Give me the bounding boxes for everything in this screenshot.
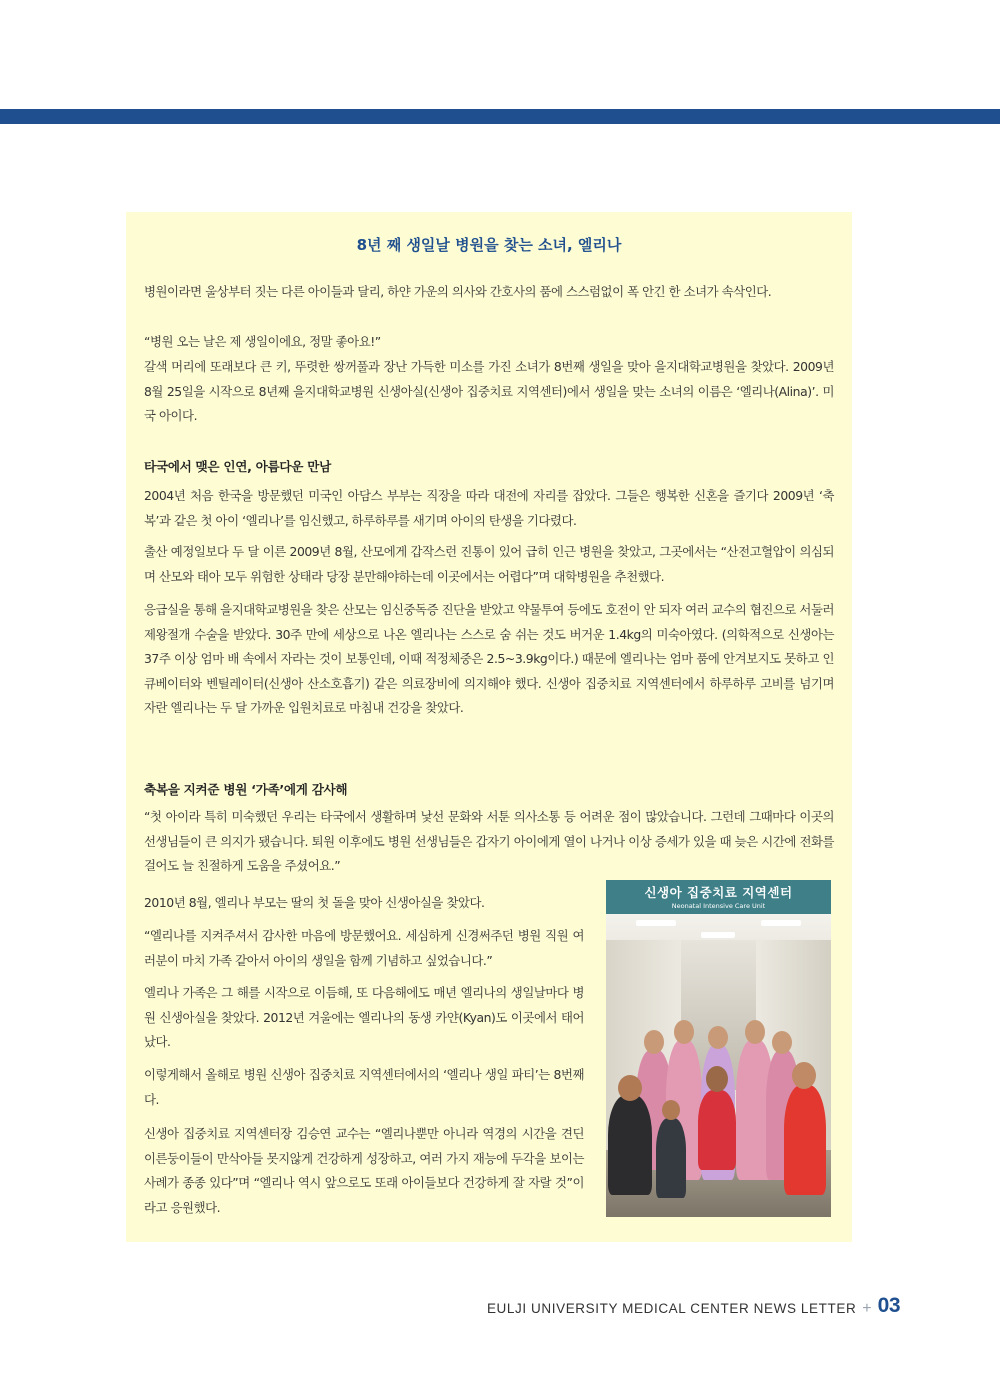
staff-head (674, 1020, 694, 1044)
header-band (0, 109, 1000, 124)
mother-head (792, 1062, 816, 1089)
section1-heading: 타국에서 맺은 인연, 아름다운 만남 (144, 459, 331, 474)
alina-head (706, 1066, 728, 1092)
nicu-sign (606, 880, 831, 914)
intro-paragraph-1: 병원이라면 울상부터 짓는 다른 아이들과 달리, 하얀 가운의 의사와 간호사의 품에 스스럼없이 폭 안긴 한 소녀가 속삭인다. (144, 284, 772, 299)
staff-head (745, 1020, 765, 1044)
article-title: 8년 째 생일날 병원을 찾는 소녀, 엘리나 (356, 236, 622, 254)
article-box (126, 212, 852, 1242)
ceiling-light (636, 920, 676, 926)
nicu-sign-english: Neonatal Intensive Care Unit (671, 902, 766, 910)
staff-head (772, 1031, 792, 1054)
section2-heading: 축복을 지켜준 병원 ‘가족’에게 감사해 (144, 782, 348, 797)
boy-figure (656, 1118, 686, 1198)
page-footer (487, 1293, 900, 1317)
newsletter-title: EULJI UNIVERSITY MEDICAL CENTER NEWS LETTER (486, 1301, 857, 1316)
mother-figure (784, 1085, 826, 1195)
staff-head (644, 1030, 664, 1054)
section2-paragraph-3: “엘리나를 지켜주셔서 감사한 마음에 방문했어요. 세심하게 신경써주던 병원 직원 여러분이 마치 가족 같아서 아이의 생일을 함께 기념하고 싶었습니다.” (144, 928, 584, 968)
section1-paragraph-1: 2004년 처음 한국을 방문했던 미국인 아담스 부부는 직장을 따라 대전에 자리를 잡았다. 그들은 행복한 신혼을 즐기다 2009년 ‘축복’과 같은 첫 아이 ‘엘리나’를 임신했고, 하루하루를 새기며 아이의 탄생을 기다렸다. (144, 488, 834, 528)
section1-paragraph-3: 응급실을 통해 을지대학교병원을 찾은 산모는 임신중독증 진단을 받았고 약물투여 등에도 호전이 안 되자 여러 교수의 협진으로 서둘러 제왕절개 수술을 받았다. 30주 만에 세상으로 나온 엘리나는 스스로 숨 쉬는 것도 버거운 1.4kg의 미숙아였다. (의학적으로 신생아는 37주 이상 엄마 배 속에서 자라는 것이 보통인데, 이때 적정체중은 2.5~3.9kg이다.) 때문에 엘리나는 엄마 품에 안겨보지도 못하고 인큐베이터와 벤틸레이터(신생아 산소호흡기) 같은 의료장비에 의지해야 했다. 신생아 집중치료 지역센터에서 하루하루 고비를 넘기며 자란 엘리나는 두 달 가까운 입원치료로 마침내 건강을 찾았다. (144, 602, 834, 716)
staff-head (708, 1026, 728, 1049)
intro-paragraph-2: 갈색 머리에 또래보다 큰 키, 뚜렷한 쌍꺼풀과 장난 가득한 미소를 가진 소녀가 8번째 생일을 맞아 을지대학교병원을 찾았다. 2009년 8월 25일을 시작으로 8년째 을지대학교병원 신생아실(신생아 집중치료 지역센터)에서 생일을 맞는 소녀의 이름은 ‘엘리나(Alina)’. 미국 아이다. (144, 359, 834, 424)
boy-head (662, 1100, 680, 1120)
nicu-sign-korean: 신생아 집중치료 지역센터 (644, 885, 793, 900)
intro-quote: “병원 오는 날은 제 생일이에요, 정말 좋아요!” (144, 334, 381, 349)
ceiling-light (701, 932, 735, 938)
section2-paragraph-1: “첫 아이라 특히 미숙했던 우리는 타국에서 생활하며 낯선 문화와 서툰 의사소통 등 어려운 점이 많았습니다. 그런데 그때마다 이곳의 선생님들이 큰 의지가 됐습니다. 퇴원 이후에도 병원 선생님들은 갑자기 아이에게 열이 나거나 이상 증세가 있을 때 늦은 시간에 전화를 걸어도 늘 친절하게 도움을 주셨어요.” (144, 809, 834, 874)
section2-paragraph-2: 2010년 8월, 엘리나 부모는 딸의 첫 돌을 맞아 신생아실을 찾았다. (144, 895, 485, 910)
ceiling-light (761, 920, 801, 926)
page-number: 03 (877, 1294, 900, 1317)
father-head (618, 1075, 642, 1101)
section2-paragraph-4: 엘리나 가족은 그 해를 시작으로 이듬해, 또 다음해에도 매년 엘리나의 생일날마다 병원 신생아실을 찾았다. 2012년 겨울에는 엘리나의 동생 카얀(Kyan)도 이곳에서 태어났다. (144, 985, 584, 1050)
section2-paragraph-6: 신생아 집중치료 지역센터장 김승연 교수는 “엘리나뿐만 아니라 역경의 시간을 견딘 이른둥이들이 만삭아들 못지않게 건강하게 성장하고, 여러 가지 재능에 두각을 보이는 사례가 종종 있다”며 “엘리나 역시 앞으로도 또래 아이들보다 건강하게 잘 자랄 것”이라고 응원했다. (144, 1126, 584, 1215)
section2-paragraph-5: 이렇게해서 올해로 병원 신생아 집중치료 지역센터에서의 ‘엘리나 생일 파티’는 8번째다. (144, 1067, 584, 1107)
father-figure (608, 1095, 652, 1195)
section1-paragraph-2: 출산 예정일보다 두 달 이른 2009년 8월, 산모에게 갑작스런 진통이 있어 급히 인근 병원을 찾았고, 그곳에서는 “산전고혈압이 의심되며 산모와 태아 모두 위험한 상태라 당장 분만해야하는데 이곳에서는 어렵다”며 대학병원을 추천했다. (144, 544, 834, 584)
footer-plus-icon: + (862, 1300, 872, 1317)
birthday-photo (606, 880, 831, 1217)
alina-figure (698, 1090, 736, 1170)
